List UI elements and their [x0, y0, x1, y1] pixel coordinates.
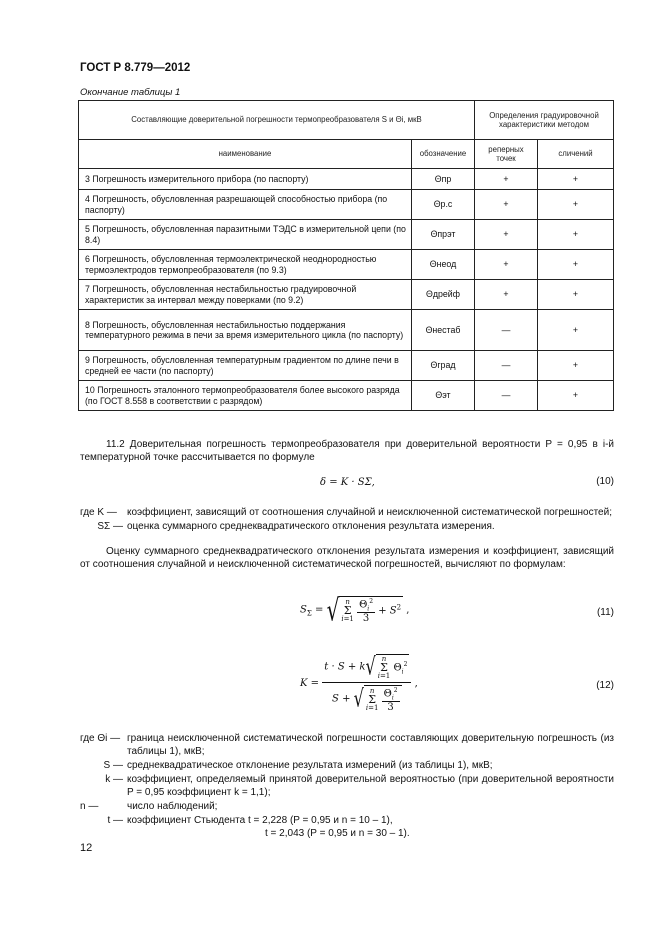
- table-1: [78, 100, 614, 411]
- where-theta-symbol: где Θi —: [80, 733, 121, 744]
- col-name: наименование: [79, 140, 412, 169]
- formula-10-number: (10): [596, 476, 614, 487]
- where-s-text: оценка суммарного среднеквадратического отклонения результата измерения.: [127, 521, 495, 532]
- paragraph-formulas: Оценку суммарного среднеквадратического отклонения результата измерения и коэффициент, зависящий от соотношения случайной и неисключенной систематической погрешностей, вычисляют по формулам:: [80, 546, 614, 570]
- where-S-symbol: S —: [103, 760, 123, 771]
- where-S-text: среднеквадратическое отклонение результата измерений (из таблицы 1), мкВ;: [127, 760, 493, 771]
- paragraph-11-2: 11.2 Доверительная погрешность термопреобразователя при доверительной вероятности P = 0,95 в i-й температурной точке рассчитывается по формуле: [80, 439, 614, 463]
- col-ref: реперных точек: [475, 140, 538, 169]
- table-row: 9 Погрешность, обусловленная температурным градиентом по длине печи в средней ее части (по паспорту) Θград — +: [79, 351, 614, 381]
- where-block-1: [80, 506, 614, 533]
- where-t-symbol: t —: [107, 815, 123, 826]
- formula-11: $S_\Sigma$ = √ n Σ i=1 $\frac{\Theta_i^2}{3}$ + $S^2$ ,: [300, 592, 410, 629]
- where-k-text: коэффициент, зависящий от соотношения случайной и неисключенной систематической погрешностей;: [127, 507, 612, 518]
- where-k2-symbol: k —: [105, 774, 123, 785]
- formula-11-number: (11): [596, 607, 614, 618]
- header-main: Составляющие доверительной погрешности термопреобразователя S и Θi, мкВ: [79, 101, 475, 140]
- table-row: 3 Погрешность измерительного прибора (по паспорту) Θпр + +: [79, 169, 614, 190]
- table-caption: Окончание таблицы 1: [80, 87, 181, 98]
- where-block-2: [80, 732, 614, 840]
- page-number: 12: [80, 842, 93, 854]
- formula-12-number: (12): [596, 680, 614, 691]
- where-n-symbol: n —: [80, 801, 99, 812]
- document-header: ГОСТ Р 8.779—2012: [80, 62, 191, 74]
- table-row: 4 Погрешность, обусловленная разрешающей способностью прибора (по паспорту) Θр.с + +: [79, 190, 614, 220]
- table-row: 8 Погрешность, обусловленная нестабильностью поддержания температурного режима в печи за время измерительного цикла (по паспорту) Θнестаб — +: [79, 310, 614, 351]
- formula-10: δ = K · SΣ,: [320, 477, 375, 488]
- table-row: 7 Погрешность, обусловленная нестабильностью градуировочной характеристик за интервал между поверками (по 9.2) Θдрейф + +: [79, 280, 614, 310]
- table-row: 10 Погрешность эталонного термопреобразователя более высокого разряда (по ГОСТ 8.558 в соответствии с разрядом) Θэт — +: [79, 381, 614, 411]
- where-theta-text: граница неисключенной систематической погрешности составляющих доверительную погрешность (из таблицы 1), мкВ;: [127, 733, 614, 757]
- where-k-symbol: где K —: [80, 507, 117, 518]
- where-n-text: число наблюдений;: [127, 801, 218, 812]
- where-t-text-2: t = 2,043 (P = 0,95 и n = 30 – 1).: [265, 828, 410, 839]
- where-k2-text: коэффициент, определяемый принятой доверительной вероятностью (при доверительной вероятности P = 0,95 коэффициент k = 1,1);: [127, 774, 614, 798]
- col-symbol: обозначение: [412, 140, 475, 169]
- header-method: Определения градуировочной характеристики методом: [475, 101, 614, 140]
- table-row: 6 Погрешность, обусловленная термоэлектрической неоднородностью термоэлектродов термопреобразователя (по 9.3) Θнеод + +: [79, 250, 614, 280]
- where-t-text-1: коэффициент Стьюдента t = 2,228 (P = 0,95 и n = 10 – 1),: [127, 815, 393, 826]
- formula-12: K = t · S + k√ n Σ i=1 $\Theta_i^2$ S + √ n Σ i=1 $\frac{\Theta_i^2}{3}$ ,: [300, 652, 418, 714]
- where-s-symbol: SΣ —: [97, 521, 123, 532]
- table-row: 5 Погрешность, обусловленная паразитными ТЭДС в измерительной цепи (по 8.4) Θпрэт + +: [79, 220, 614, 250]
- col-comp: сличений: [538, 140, 614, 169]
